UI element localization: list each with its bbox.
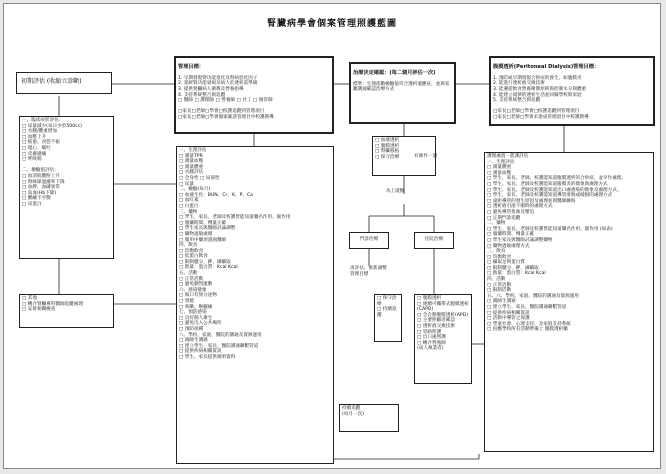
conservative-box: □ 保守治療 □ 持續追蹤: [374, 294, 402, 342]
pd-goals-box: [489, 56, 655, 126]
decision-options-box: □ 血液透析 □ 腹膜透析 □ 腎臟移植 □ 保守治療: [372, 136, 436, 176]
outpatient-box: 門診治療: [349, 232, 389, 249]
clinical-assessment-box: 一、臨床症狀評估： □ 尿量減少(每日少於500cc) □ 水腫/體重增加 □ 血壓上升 □ 疲倦、食慾不振 □ 噁心、嘔吐 □ 皮膚搔癢 □ 呼吸喘 二、檢驗值評估： □ 血清肌酸酐上升 □ 腎絲球過濾率下降 □ 血鉀、血磷異常 □ 貧血(Hb下降) □ 酸鹼不平衡 □ 尿蛋白: [19, 116, 114, 259]
referral-box: □ 其他 □ 轉介腎臟專科醫師追蹤處理 □ 安排相關檢查: [19, 294, 114, 328]
treatment-decision-box: [349, 62, 456, 124]
condition-stage-label: 有條件一項: [414, 154, 437, 159]
page-title: 腎臟病學會個案管理照護藍圖: [266, 19, 397, 29]
initial-assessment-box: 初期評估 (收縮立診斷): [16, 72, 112, 94]
goals-left-footer: □家長□老師□學會□校護追蹤到管理項目 □家長□老師□學會個案確診管理目中校護教導: [178, 109, 274, 120]
pd-procedure-box: □ 腹膜透析 □ 連續可攜帶式腹膜透析(CAPD) □ 全自動腹膜透析(APD) □ 主要照顧者確認 □ 透析液交換技術 □ 管路照護 □ 出口處照護 □ 轉介營養師 (成人執業者): [414, 294, 472, 384]
goals-left-header: 管理目標：: [178, 63, 204, 70]
inpatient-box: 住院治療: [414, 232, 454, 249]
condition-text: 為上就醫: [386, 189, 405, 194]
goals-right-body: 1. 預防或早期發現合併症的發生，如腹膜炎 2. 能進行透析液交換技術 3. 能遵從飲食營養衛教原則與控制水分與體重 4. 能建立規律的透析生活並回歸學校與家庭 5. 支持系統整合與追蹤: [493, 75, 587, 104]
goals-right-footer: □家長□老師□學會□校護追蹤到管理項目 □家長□老師□學會未達成管理項目中校護教導: [493, 109, 589, 120]
management-goals-box: [174, 56, 334, 134]
goals-left-body: 1. 早期發現腎功能退化及腎病惡化因子 2. 延緩腎功能衰竭及病人於透析前準備 3. 提供腎臟病人衛教及營養指導 4. 支持系統整合與追蹤 □ 醫師 □ 護理師 □ 營養師 □ 社工 □ 個管師: [178, 75, 273, 104]
care-map-sheet: [3, 3, 661, 469]
goals-right-header: 腹膜透析(Peritoneal Dialysis)管理目標：: [493, 63, 600, 70]
follow-up-box: 持續追蹤 (每月一次): [339, 404, 399, 432]
decision-body: 標準：生理指數檢驗值符合透析適應症，並與家屬溝通確認治療方式: [353, 81, 450, 93]
nursing-care-center-box: 一、生理評估 □ 測量TPR □ 測量血壓 □ 測量體重 □ 水腫評估 □ 全身性 □ 局部性 □ 尿量 二、檢驗(每月) □ 血液生化：BUN、Cr、K、P、Ca □ 血紅素 □ 白蛋白 三、藥物 □ 學生、家長、老師及校護皆能知道藥名作用、副作用 □ 服藥時間、劑量正確 □ 學生家長與醫師討論調整 □ 藥物過敏處理 □ 服用中藥須諮詢醫師 四、飲食 □ 均衡飲食 □ 低蛋白飲食 □ 限制鹽分、鉀、磷攝取 □ 熱量：蛋白質：Kcal Kcal 五、活動 □ 正常活動 □ 避免劇烈運動 六、感染徵象 □ 傷口有無分泌物 □ 發燒 □ 咳嗽、喉嚨痛 七、預防感染 □ 良好個人衛生 □ 避免出入公共場所 □ 預防接種 八、學校、家庭、醫院的溝通及資源運用 □ 親師生溝通 □ 建立學生、家長、醫院溝通聯繫管道 □ 提供疾病相關資訊 □ 學生、家長提供簡明資料: [176, 146, 334, 464]
pd-nursing-box: 護理處置－監測評估 一、生理評估 □ 測量體重 □ 測量血壓 □ 學生、家長、老師、校護能知道腹膜透析的合併症，並早作處理。 □ 學生、家長、老師及校護能知道腹膜炎的徵象與處理方式 □ 學生、家長、老師及校護能知道出口處感染的徵象及處理方式。 □ 學生、家長、老師及校護能知道導管滑脫或破損的處理方式 □ 遠距導管的發生原因及處理並與醫師聯絡 □ 透析液引流不順時的處理方式 □ 避免導管扭曲及壓迫 □ 定期門診追蹤 二、藥物 □ 學生、家長、老師及校護皆能知道藥名作用、副作用 (如表) □ 服藥時間、劑量正確 □ 學生家長與醫師討論調整藥物 □ 藥物過敏處理方式 三、飲食 □ 均衡飲食 □ 攝取足夠蛋白質 □ 限制鹽分、鉀、磷攝取 □ 熱量：蛋白質：Kcal Kcal 四、活動 □ 正常活動 □ 限制活動 五、六、學校、家庭、醫院的溝通及資源運用 □ 親師生溝通 □ 建立學生、家長、醫院溝通聯繫管道 □ 提供疾病相關資訊 □ 活動中導管之保護 □ 學童社會、心理支持，及家庭支持系統 □ 因應學校所有活動準備上 腹膜透析藥: [484, 152, 654, 452]
decision-header: 治療決定確認：(每二個月評估一次): [353, 69, 436, 76]
reassess-label: 再評估、重新調整管理目標: [350, 266, 387, 277]
